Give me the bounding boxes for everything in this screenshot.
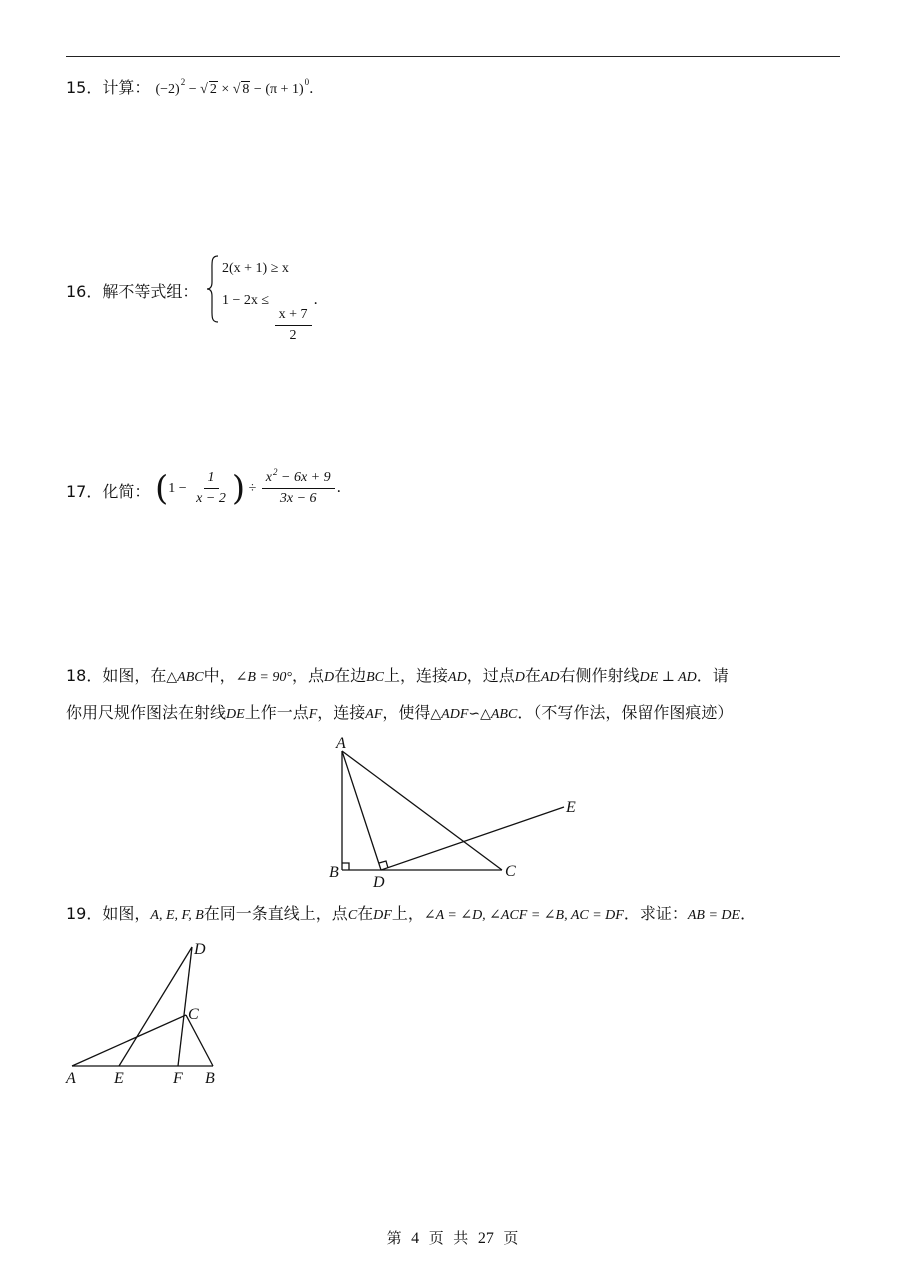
- text: 中，: [203, 666, 236, 685]
- operator: −: [185, 82, 201, 97]
- question-number: 19．: [66, 904, 103, 923]
- question-number: 15．: [66, 78, 103, 97]
- sqrt-symbol: √: [200, 82, 208, 97]
- page-footer: [0, 1227, 905, 1248]
- figure-18-labels: [329, 735, 576, 891]
- segment-ad: AD: [540, 670, 560, 685]
- segment-ad: [342, 751, 381, 870]
- question-number: 18．: [66, 666, 103, 685]
- label-b: B: [205, 1070, 215, 1087]
- footer-text: 页: [503, 1229, 519, 1247]
- text: ．（不写作法，保留作图痕迹）: [517, 703, 734, 722]
- label-c: C: [505, 863, 516, 880]
- text: 上，连接: [384, 666, 449, 685]
- numerator-rest: − 6x + 9: [277, 470, 331, 485]
- question-label: 计算：: [102, 78, 151, 97]
- one-minus: 1 −: [168, 480, 187, 496]
- text: ．请: [696, 666, 729, 685]
- page-number: 4: [411, 1230, 420, 1247]
- point-d: D: [323, 670, 335, 685]
- term-base: (−2): [155, 82, 180, 97]
- text: ，过点: [466, 666, 515, 685]
- label-d: D: [194, 941, 206, 958]
- text: 上，: [391, 904, 424, 923]
- label-f: F: [173, 1070, 183, 1087]
- label-a: A: [66, 1070, 76, 1087]
- footer-text: 页: [428, 1229, 444, 1247]
- label-b: B: [329, 864, 339, 881]
- point-f: F: [308, 707, 318, 722]
- figure-19-labels: [65, 941, 215, 1087]
- segment-df: DF: [373, 908, 392, 923]
- operator: ×: [217, 82, 233, 97]
- period: ．: [309, 82, 324, 97]
- segment-bc: BC: [366, 670, 384, 685]
- numerator-var: x: [265, 470, 273, 485]
- text: 你用尺规作图法在射线: [66, 703, 227, 722]
- segment-ac: [72, 1015, 186, 1066]
- sqrt-symbol: √: [232, 82, 241, 97]
- prove-goal: AB = DE: [687, 908, 741, 923]
- inequality-1: 2(x + 1) ≥ x: [222, 261, 289, 276]
- left-paren: (: [155, 468, 169, 509]
- term-base: (π + 1): [265, 82, 304, 97]
- denominator: x − 2: [196, 491, 226, 507]
- text: 右侧作射线: [559, 666, 640, 685]
- right-paren: ): [231, 468, 246, 509]
- operator: −: [250, 82, 266, 97]
- right-angle-mark-b: [342, 863, 349, 870]
- radicand: 2: [209, 82, 217, 97]
- text: 在: [524, 666, 541, 685]
- text: ，使得: [382, 703, 431, 722]
- triangle-abc: △ABC: [166, 670, 204, 685]
- perpendicular-condition: DE ⊥ AD: [639, 670, 697, 685]
- segment-ed: [119, 947, 192, 1066]
- question-label: 解不等式组：: [102, 282, 199, 301]
- label-d: D: [373, 874, 385, 891]
- numerator: x + 7: [275, 307, 312, 326]
- footer-text: 共: [453, 1229, 469, 1247]
- exponent: 2: [180, 77, 186, 87]
- numerator: 1: [204, 470, 219, 489]
- segment-af: AF: [365, 707, 383, 722]
- text: 在: [357, 904, 374, 923]
- segment-ac: [342, 751, 502, 870]
- text: 在边: [334, 666, 367, 685]
- segment-de: DE: [226, 707, 245, 722]
- inequality-lhs: 1 − 2x ≤: [222, 293, 270, 308]
- point-d: D: [514, 670, 525, 685]
- question-19: [66, 906, 756, 923]
- text: 在同一条直线上，点: [203, 904, 348, 923]
- segment-ad: AD: [448, 670, 467, 685]
- similarity-condition: △ADF∽△ABC: [430, 707, 518, 722]
- text: ，连接: [317, 703, 366, 722]
- label-e: E: [114, 1070, 124, 1087]
- question-label: 化简：: [102, 482, 151, 501]
- exponent: 2: [273, 467, 278, 477]
- text: 上作一点: [244, 703, 309, 722]
- period: ．: [336, 480, 351, 496]
- label-e: E: [566, 799, 576, 816]
- point-c: C: [347, 908, 358, 923]
- label-c: C: [188, 1006, 199, 1023]
- question-number: 17．: [66, 482, 103, 501]
- text: 如图，: [102, 904, 151, 923]
- text: ．求证：: [623, 904, 688, 923]
- denominator: 2: [289, 328, 297, 344]
- label-a: A: [336, 735, 346, 752]
- divide-sign: ÷: [248, 480, 257, 496]
- ray-de: [381, 807, 564, 870]
- collinear-points: A, E, F, B: [150, 908, 204, 923]
- period: ．: [740, 904, 757, 923]
- angle-condition: ∠B = 90°: [235, 670, 292, 685]
- text: ，点: [291, 666, 324, 685]
- figure-18: [342, 751, 564, 870]
- exponent: 0: [304, 77, 310, 87]
- footer-text: 第: [386, 1229, 402, 1247]
- total-pages: 27: [477, 1230, 494, 1247]
- radicand: 8: [242, 82, 250, 97]
- question-number: 16．: [66, 282, 103, 301]
- denominator: 3x − 6: [279, 491, 317, 507]
- text: 如图，在: [102, 666, 167, 685]
- given-conditions: ∠A = ∠D, ∠ACF = ∠B, AC = DF: [423, 908, 624, 923]
- period: ．: [313, 293, 328, 308]
